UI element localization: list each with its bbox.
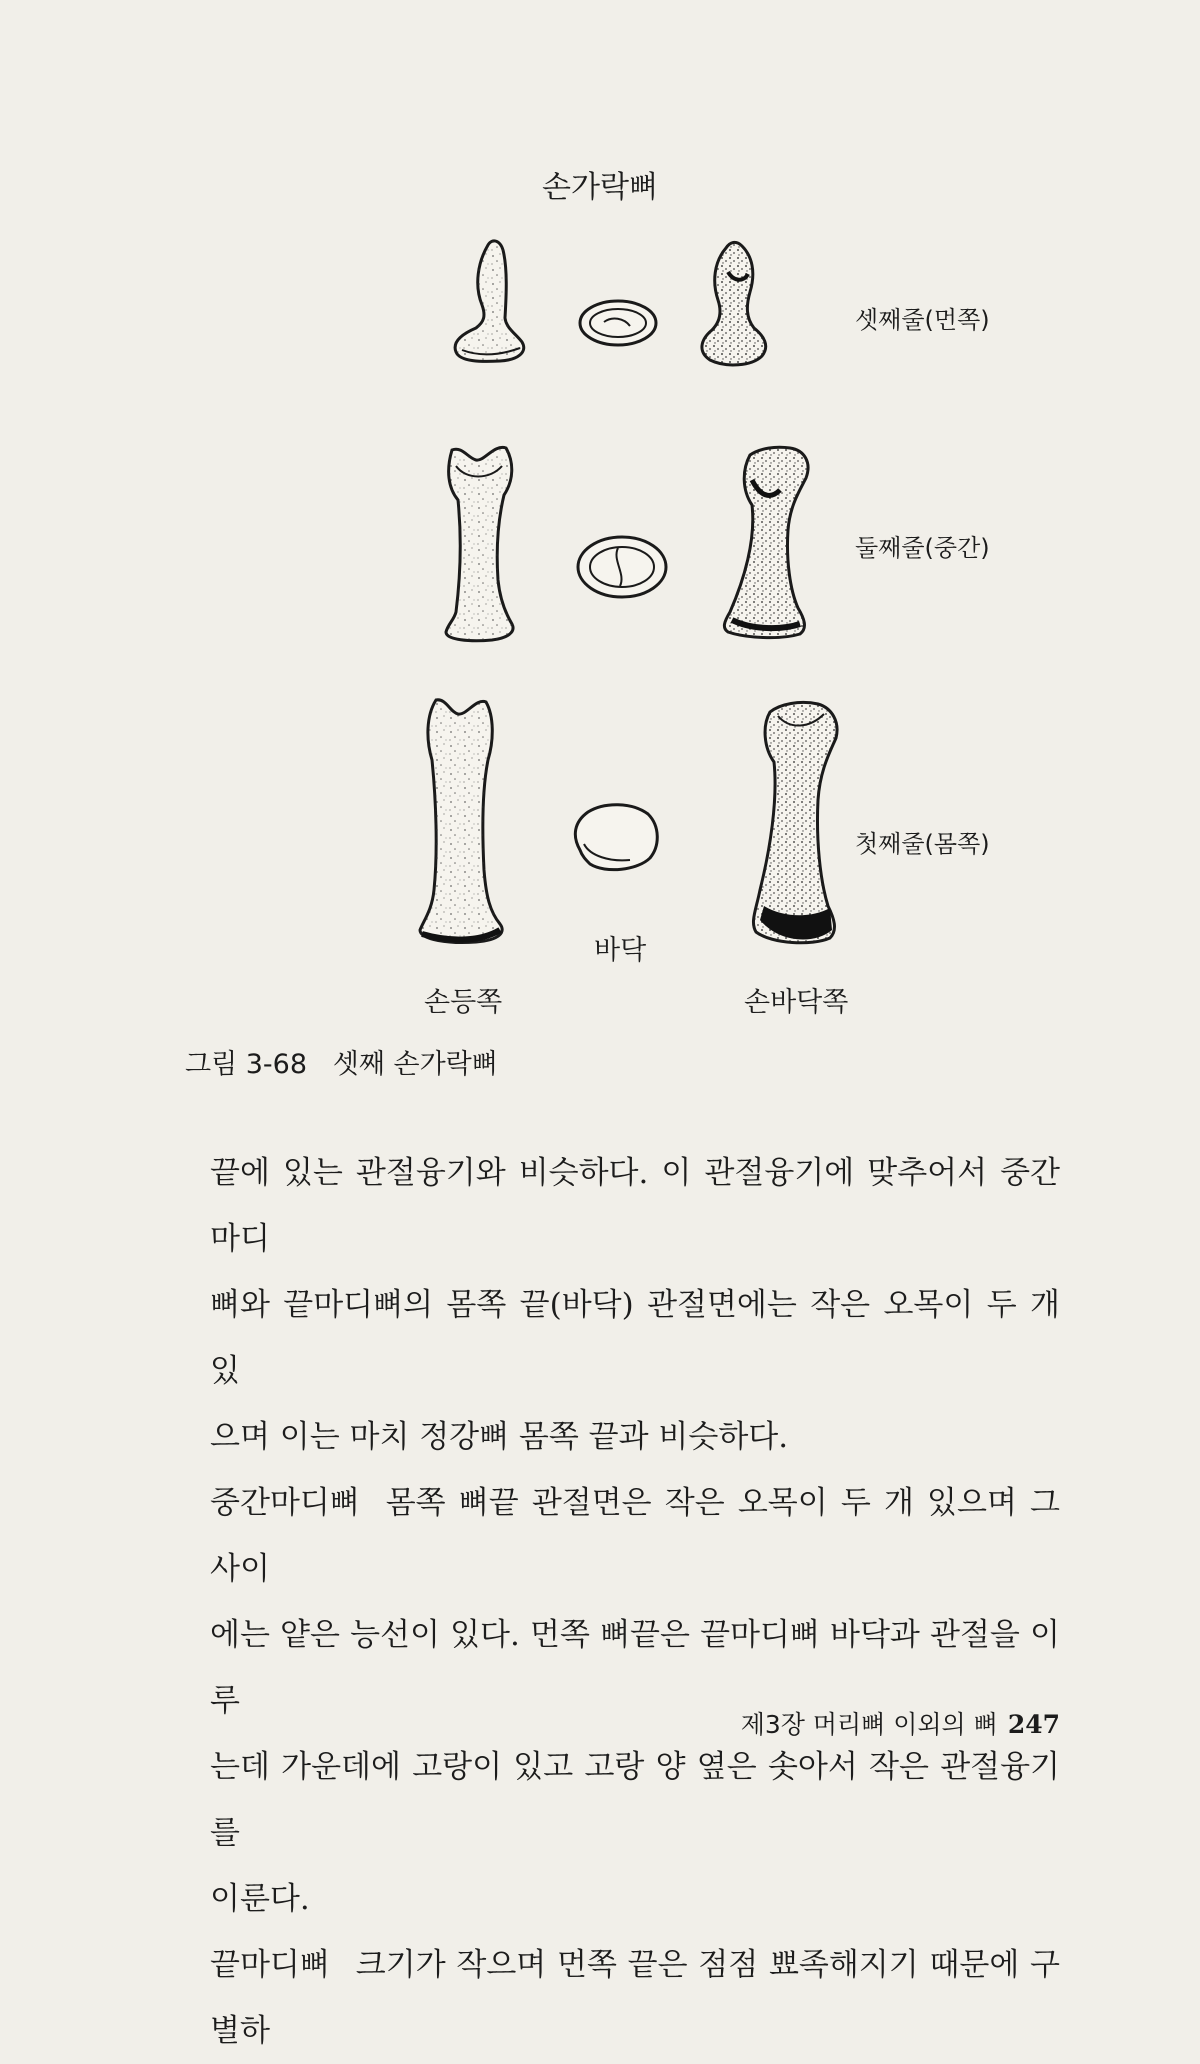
term-middle-phalanx: 중간마디뼈	[210, 1485, 360, 1521]
middle-phalanx-base	[578, 537, 666, 597]
row-label-proximal: 첫째줄(몸쪽)	[855, 830, 990, 858]
text-span: 크기가 작으며 먼쪽 끝은 점점 뾰족해지기 때문에 구별하	[210, 1947, 1060, 2049]
text-line	[210, 1470, 1060, 1602]
chapter-title: 제3장 머리뼈 이외의 뼈	[740, 1710, 998, 1739]
row-label-middle: 둘째줄(중간)	[855, 534, 990, 562]
proximal-phalanx-palmar	[753, 702, 837, 942]
distal-phalanx-base	[580, 301, 656, 345]
page-number: 247	[1007, 1710, 1060, 1739]
finger-bones-illustration	[0, 0, 1200, 1000]
middle-phalanx-dorsal	[446, 447, 513, 640]
view-label-dorsal: 손등쪽	[424, 987, 503, 1018]
row-label-distal: 셋째줄(먼쪽)	[855, 306, 990, 334]
distal-phalanx-dorsal	[455, 241, 524, 362]
proximal-phalanx-base	[575, 805, 657, 870]
base-label: 바닥	[594, 935, 647, 966]
text-line: 는데 가운데에 고랑이 있고 고랑 양 옆은 솟아서 작은 관절융기를	[210, 1749, 1060, 1851]
text-line: 뼈와 끝마디뼈의 몸쪽 끝(바닥) 관절면에는 작은 오목이 두 개 있	[210, 1287, 1060, 1389]
term-distal-phalanx: 끝마디뼈	[210, 1947, 330, 1983]
text-span: 몸쪽 뼈끝 관절면은 작은 오목이 두 개 있으며 그 사이	[210, 1485, 1060, 1587]
page-footer	[741, 1705, 1060, 1741]
middle-phalanx-palmar	[724, 447, 808, 637]
text-line: 에는 얕은 능선이 있다. 먼쪽 뼈끝은 끝마디뼈 바닥과 관절을 이루	[210, 1617, 1060, 1719]
text-line	[210, 1932, 1060, 2064]
text-line: 이룬다.	[210, 1881, 310, 1917]
proximal-phalanx-dorsal	[420, 700, 502, 943]
text-line: 으며 이는 마치 정강뼈 몸쪽 끝과 비슷하다.	[210, 1419, 789, 1455]
figure-title: 손가락뼈	[542, 170, 658, 205]
figure-caption: 그림 3-68 셋째 손가락뼈	[185, 1049, 498, 1080]
distal-phalanx-palmar	[702, 242, 766, 365]
view-label-palmar: 손바닥쪽	[744, 987, 849, 1018]
text-line: 끝에 있는 관절융기와 비슷하다. 이 관절융기에 맞추어서 중간마디	[210, 1155, 1060, 1257]
body-text	[210, 1140, 1060, 2064]
